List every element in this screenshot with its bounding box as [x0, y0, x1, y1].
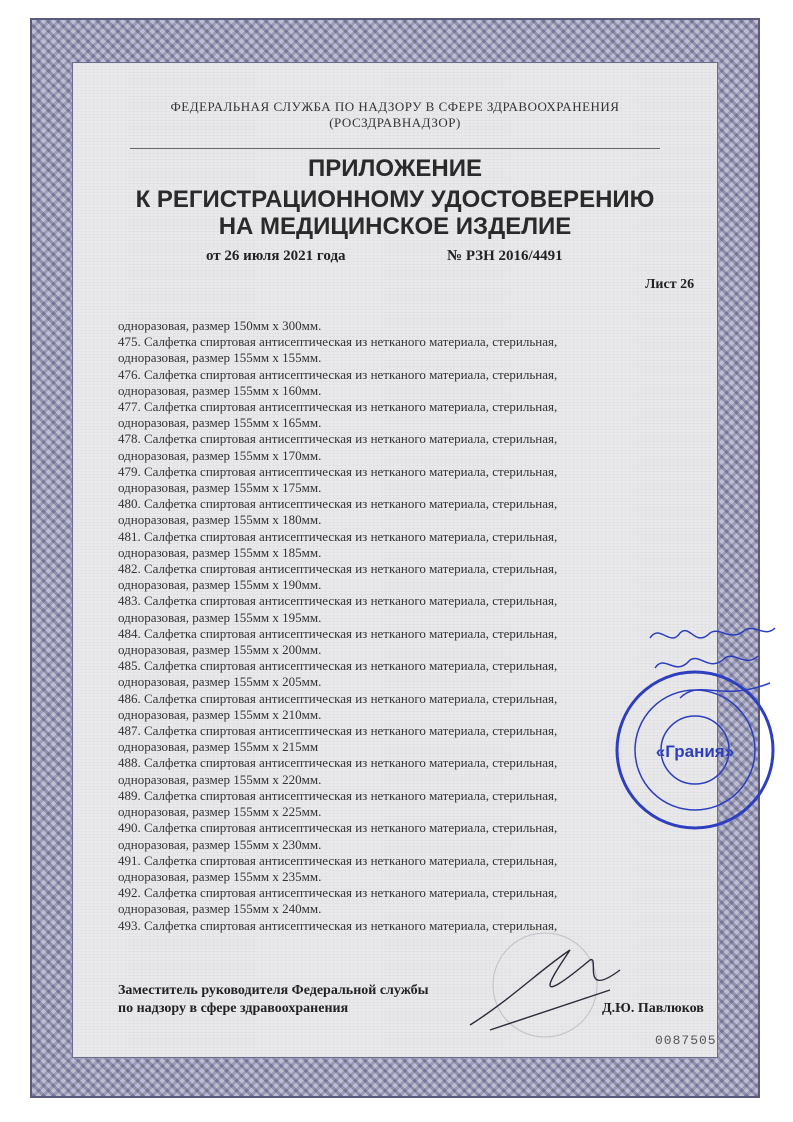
- list-line: одноразовая, размер 155мм х 235мм.: [118, 868, 322, 884]
- company-seal: [610, 665, 780, 835]
- list-line: 483. Салфетка спиртовая антисептическая из нетканого материала, стерильная,: [118, 593, 558, 609]
- signer-name: Д.Ю. Павлюков: [602, 1001, 704, 1016]
- list-line: 489. Салфетка спиртовая антисептическая из нетканого материала, стерильная,: [118, 787, 558, 803]
- seal-center-text: «Грания»: [655, 742, 735, 761]
- list-line: одноразовая, размер 155мм х 155мм.: [118, 350, 322, 366]
- signer-title-line1: Заместитель руководителя Федеральной службы: [118, 983, 429, 998]
- serial-number: 0087505: [655, 1033, 717, 1048]
- agency-name: ФЕДЕРАЛЬНАЯ СЛУЖБА ПО НАДЗОРУ В СФЕРЕ ЗДРАВООХРАНЕНИЯ: [170, 99, 620, 114]
- document-title-line2: К РЕГИСТРАЦИОННОМУ УДОСТОВЕРЕНИЮ: [135, 186, 655, 213]
- list-line: одноразовая, размер 155мм х 225мм.: [118, 804, 322, 820]
- registration-number: № РЗН 2016/4491: [447, 248, 563, 264]
- list-line: одноразовая, размер 155мм х 175мм.: [118, 480, 322, 496]
- agency-abbrev: (РОСЗДРАВНАДЗОР): [329, 115, 461, 130]
- signature-scribble: [450, 930, 640, 1050]
- list-line: одноразовая, размер 150мм х 300мм.: [118, 318, 322, 333]
- list-line: 475. Салфетка спиртовая антисептическая из нетканого материала, стерильная,: [118, 334, 558, 350]
- list-line: 487. Салфетка спиртовая антисептическая из нетканого материала, стерильная,: [118, 723, 558, 739]
- header-divider: [130, 148, 660, 149]
- list-line: 493. Салфетка спиртовая антисептическая из нетканого материала, стерильная,: [118, 917, 558, 933]
- list-line: 485. Салфетка спиртовая антисептическая из нетканого материала, стерильная,: [118, 658, 558, 674]
- list-line: 481. Салфетка спиртовая антисептическая из нетканого материала, стерильная,: [118, 528, 558, 544]
- list-line: 484. Салфетка спиртовая антисептическая из нетканого материала, стерильная,: [118, 625, 558, 641]
- list-line: одноразовая, размер 155мм х 210мм.: [118, 706, 322, 722]
- list-line: 480. Салфетка спиртовая антисептическая из нетканого материала, стерильная,: [118, 496, 558, 512]
- signer-title-line2: по надзору в сфере здравоохранения: [118, 1001, 349, 1016]
- list-line: одноразовая, размер 155мм х 170мм.: [118, 447, 322, 463]
- list-line: одноразовая, размер 155мм х 190мм.: [118, 577, 322, 593]
- issue-date: от 26 июля 2021 года: [206, 248, 346, 264]
- list-line: одноразовая, размер 155мм х 160мм.: [118, 382, 322, 398]
- signer-title: [118, 982, 429, 1018]
- list-line: 490. Салфетка спиртовая антисептическая из нетканого материала, стерильная,: [118, 820, 558, 836]
- list-line: одноразовая, размер 155мм х 205мм.: [118, 674, 322, 690]
- list-line: одноразовая, размер 155мм х 230мм.: [118, 836, 322, 852]
- list-line: 478. Салфетка спиртовая антисептическая из нетканого материала, стерильная,: [118, 431, 558, 447]
- list-line: одноразовая, размер 155мм х 200мм.: [118, 642, 322, 658]
- list-line: одноразовая, размер 155мм х 240мм.: [118, 901, 322, 917]
- list-line: одноразовая, размер 155мм х 215мм: [118, 739, 319, 755]
- list-line: 479. Салфетка спиртовая антисептическая из нетканого материала, стерильная,: [118, 463, 558, 479]
- list-line: 482. Салфетка спиртовая антисептическая из нетканого материала, стерильная,: [118, 561, 558, 577]
- list-line: 477. Салфетка спиртовая антисептическая из нетканого материала, стерильная,: [118, 399, 558, 415]
- document-title-line1: ПРИЛОЖЕНИЕ: [308, 155, 482, 182]
- list-line: 492. Салфетка спиртовая антисептическая из нетканого материала, стерильная,: [118, 885, 558, 901]
- list-line: одноразовая, размер 155мм х 195мм.: [118, 609, 322, 625]
- list-line: 486. Салфетка спиртовая антисептическая из нетканого материала, стерильная,: [118, 690, 558, 706]
- document-title-line3: НА МЕДИЦИНСКОЕ ИЗДЕЛИЕ: [218, 213, 572, 240]
- product-list: [118, 318, 658, 934]
- list-line: одноразовая, размер 155мм х 220мм.: [118, 771, 322, 787]
- list-line: 488. Салфетка спиртовая антисептическая из нетканого материала, стерильная,: [118, 755, 558, 771]
- list-line: 491. Салфетка спиртовая антисептическая из нетканого материала, стерильная,: [118, 852, 558, 868]
- list-line: одноразовая, размер 155мм х 165мм.: [118, 415, 322, 431]
- sheet-number: Лист 26: [645, 277, 695, 292]
- list-line: одноразовая, размер 155мм х 180мм.: [118, 512, 322, 528]
- list-line: 476. Салфетка спиртовая антисептическая из нетканого материала, стерильная,: [118, 366, 558, 382]
- list-line: одноразовая, размер 155мм х 185мм.: [118, 544, 322, 560]
